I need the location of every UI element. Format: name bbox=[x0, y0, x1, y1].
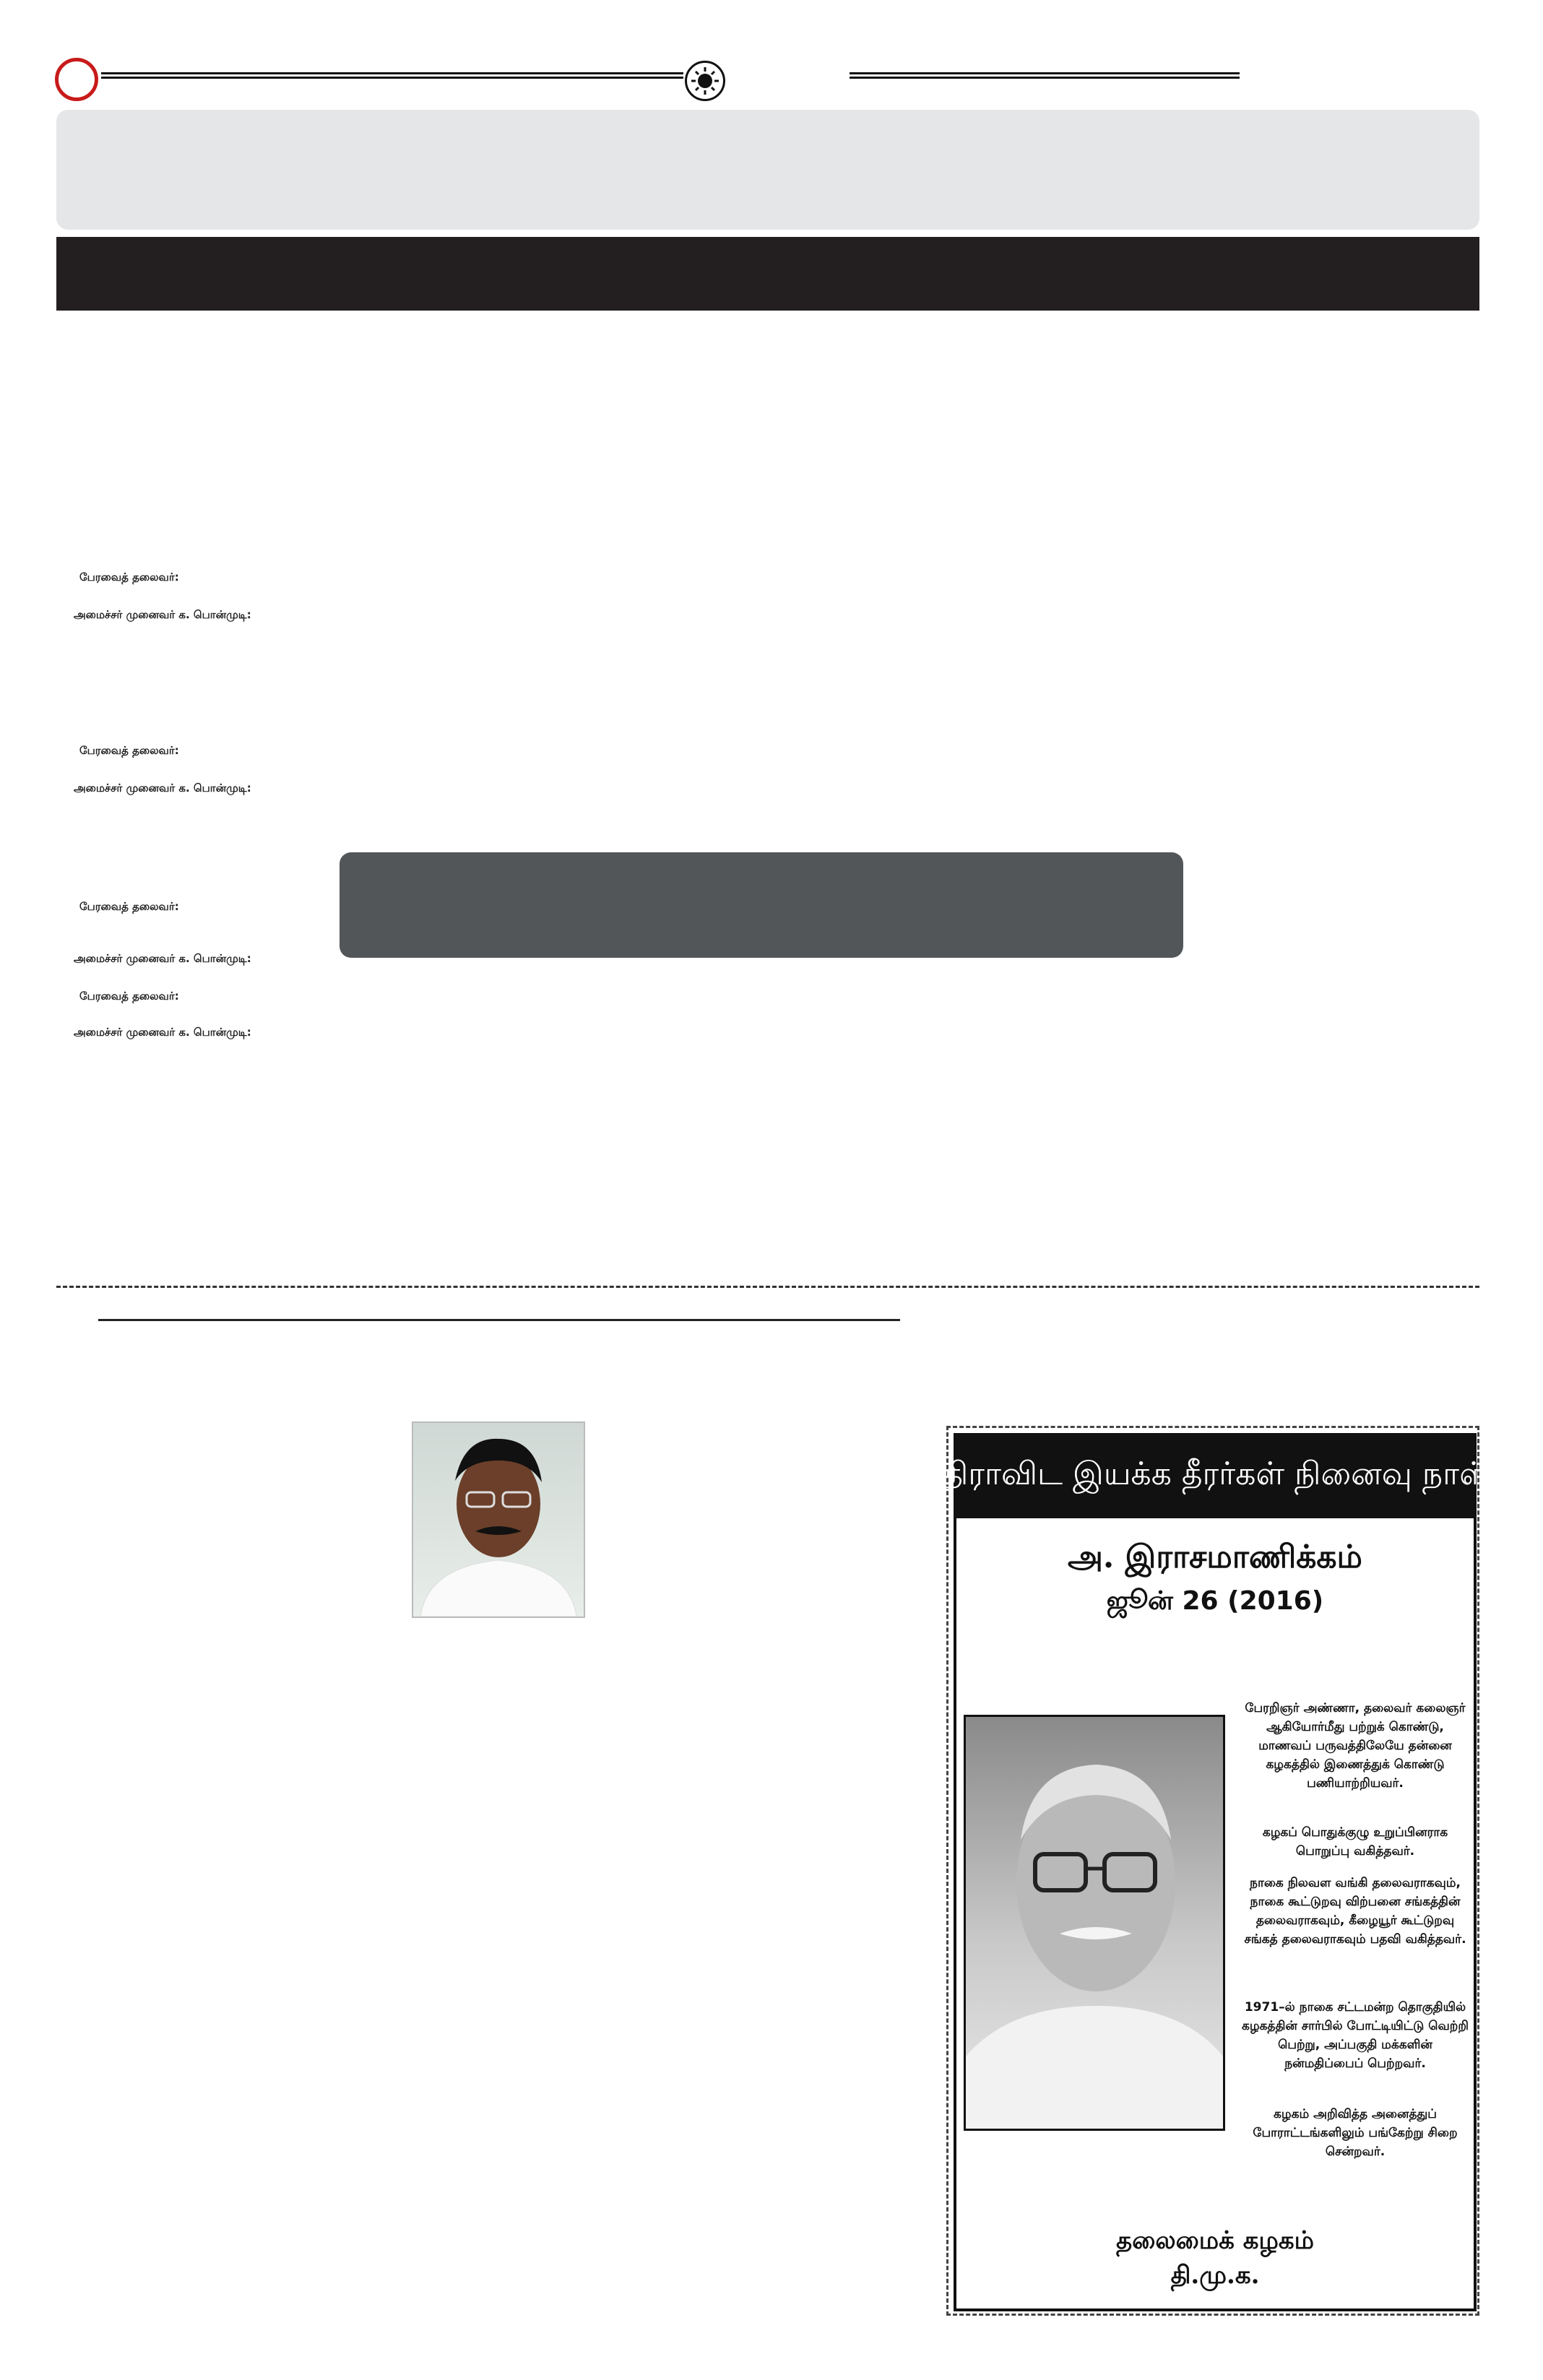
memorial-portrait-photo bbox=[964, 1715, 1225, 2131]
rising-sun-logo-icon bbox=[685, 61, 725, 101]
memorial-paragraph: பேரறிஞர் அண்ணா, தலைவர் கலைஞர் ஆகியோர்மீது பற்றுக் கொண்டு, மாணவப் பருவத்திலேயே தன்னை கழகத்தில் இணைத்துக் கொண்டு பணியாற்றியவர். bbox=[1245, 1701, 1466, 1791]
article-headline-rule bbox=[98, 1319, 900, 1321]
speaker-label-chair: பேரவைத் தலைவர்: bbox=[79, 744, 179, 757]
masthead-banner bbox=[56, 110, 1479, 230]
memorial-heading: திராவிட இயக்க தீரர்கள் நினைவு நாள் bbox=[954, 1433, 1477, 1518]
memorial-paragraph: நாகை நிலவள வங்கி தலைவராகவும், நாகை கூட்டுறவு விற்பனை சங்கத்தின் தலைவராகவும், கீழையூர் கூட்டுறவு சங்கத் தலைவராகவும் பதவி வகித்தவர். bbox=[1244, 1876, 1466, 1947]
section-title-bar bbox=[56, 237, 1479, 311]
memorial-date: ஜூன் 26 (2016) bbox=[1106, 1586, 1324, 1616]
page-number-badge bbox=[55, 58, 98, 101]
portrait-photo bbox=[412, 1421, 585, 1618]
memorial-signoff-office: தலைமைக் கழகம் bbox=[1116, 2226, 1314, 2255]
speaker-label-minister: அமைச்சர் முனைவர் க. பொன்முடி: bbox=[74, 952, 251, 965]
memorial-name: அ. இராசமாணிக்கம் bbox=[1068, 1539, 1362, 1575]
memorial-signoff-party: தி.மு.க. bbox=[1170, 2261, 1260, 2290]
speaker-label-chair: பேரவைத் தலைவர்: bbox=[79, 990, 179, 1003]
header-rule-right bbox=[850, 72, 1240, 79]
speaker-label-minister: அமைச்சர் முனைவர் க. பொன்முடி: bbox=[74, 1026, 251, 1039]
speaker-label-chair: பேரவைத் தலைவர்: bbox=[79, 571, 179, 584]
memorial-paragraph: 1971–ல் நாகை சட்டமன்ற தொகுதியில் கழகத்தின் சார்பில் போட்டியிட்டு வெற்றி பெற்று, அப்பகுதி மக்களின் நன்மதிப்பைப் பெற்றவர். bbox=[1242, 2000, 1469, 2071]
section-divider bbox=[56, 1286, 1479, 1288]
speaker-label-minister: அமைச்சர் முனைவர் க. பொன்முடி: bbox=[74, 608, 251, 621]
highlight-quote-panel bbox=[340, 852, 1183, 958]
memorial-paragraph: கழகப் பொதுக்குழு உறுப்பினராக பொறுப்பு வகித்தவர். bbox=[1262, 1825, 1448, 1858]
memorial-paragraph: கழகம் அறிவித்த அனைத்துப் போராட்டங்களிலும் பங்கேற்று சிறை சென்றவர். bbox=[1253, 2107, 1458, 2159]
speaker-label-minister: அமைச்சர் முனைவர் க. பொன்முடி: bbox=[74, 782, 251, 795]
speaker-label-chair: பேரவைத் தலைவர்: bbox=[79, 900, 179, 913]
header-rule-left bbox=[101, 72, 683, 79]
